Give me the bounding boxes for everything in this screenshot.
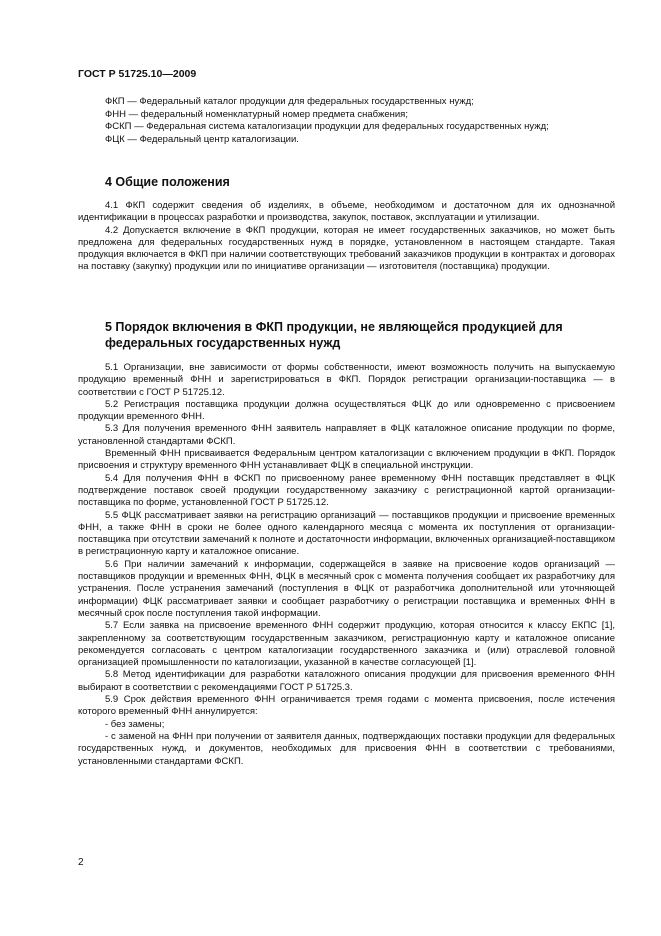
paragraph: 5.1 Организации, вне зависимости от формы собственности, имеют возможность получить на выпускаемую продукцию временный ФНН и зарегистрироваться в ФКП. Порядок регистрации организации-поставщика — в соответствии с ГОСТ Р 51725.12. xyxy=(78,362,615,398)
section-4-body xyxy=(78,200,615,274)
abbreviation-item: ФСКП — Федеральная система каталогизации продукции для федеральных государственных нужд; xyxy=(105,121,549,132)
section-4-title: 4 Общие положения xyxy=(105,175,230,189)
paragraph: Временный ФНН присваивается Федеральным центром каталогизации с включением продукции в ФКП. Порядок присвоения и структуру временного ФНН устанавливает ФЦК в специальной инструкции. xyxy=(78,448,615,472)
abbreviation-item: ФКП — Федеральный каталог продукции для федеральных государственных нужд; xyxy=(105,96,474,107)
paragraph: 5.6 При наличии замечаний к информации, содержащейся в заявке на присвоение кодов организаций — поставщиков продукции и временных ФНН, ФЦК в месячный срок с момента получения сообщает их разработчику для устранения. После устранения замечаний (поступления в ФЦК от разработчика дополнительной или уточняющей информации) ФЦК рассматривает заявки и сообщает разработчику о регистрации поставщика и временных ФНН в месячный срок после поступления такой информации. xyxy=(78,558,615,619)
list-item: - с заменой на ФНН при получении от заявителя данных, подтверждающих поставки продукции для федеральных государственных нужд, и документов, необходимых для присвоения ФНН в соответствии с требованиями, установленными стандартами ФСКП. xyxy=(78,730,615,767)
paragraph: 5.8 Метод идентификации для разработки каталожного описания продукции для присвоения временного ФНН выбирают в соответствии с рекомендациями ГОСТ Р 51725.3. xyxy=(78,669,615,693)
paragraph: 4.1 ФКП содержит сведения об изделиях, в объеме, необходимом и достаточном для их однозначной идентификации в процессах разработки и производства, закупок, поставок, эксплуатации и утилизации. xyxy=(78,200,615,224)
standard-header: ГОСТ Р 51725.10—2009 xyxy=(78,68,197,80)
section-5-title: 5 Порядок включения в ФКП продукции, не являющейся продукцией для федеральных государственных нужд xyxy=(105,320,563,350)
paragraph: 5.3 Для получения временного ФНН заявитель направляет в ФЦК каталожное описание продукции по форме, установленной стандартами ФСКП. xyxy=(78,423,615,447)
paragraph: 5.5 ФЦК рассматривает заявки на регистрацию организаций — поставщиков продукции и присвоение временных ФНН, а также ФНН в сроки не более одного календарного месяца с момента их поступления от организации-поставщика при отсутствии замечаний к полноте и достаточности информации, включенных организацией-поставщиком в регистрационную карту и каталожное описание. xyxy=(78,509,615,558)
page-number: 2 xyxy=(78,857,84,868)
abbreviation-item: ФНН — федеральный номенклатурный номер предмета снабжения; xyxy=(105,108,408,120)
section-5-body xyxy=(78,362,615,768)
paragraph: 5.7 Если заявка на присвоение временного ФНН содержит продукцию, которая относится к классу ЕКПС [1], закрепленному за соответствующим государственным заказчиком, регистрационную карту и каталожное описание рекомендуется согласовать с центром каталогизации государственного заказчика и (или) отраслевой головной организацией промышленности по каталогизации, указанной в качестве согласующей [1]. xyxy=(78,620,615,669)
paragraph: 5.9 Срок действия временного ФНН ограничивается тремя годами с момента присвоения, после истечения которого временный ФНН аннулируется: xyxy=(78,694,615,718)
abbreviation-list xyxy=(78,96,615,146)
paragraph: 5.2 Регистрация поставщика продукции должна осуществляться ФЦК до или одновременно с присвоением продукции временного ФНН. xyxy=(78,398,615,423)
list-item: - без замены; xyxy=(105,718,165,730)
abbreviation-item: ФЦК — Федеральный центр каталогизации. xyxy=(105,133,299,145)
paragraph: 5.4 Для получения ФНН в ФСКП по присвоенному ранее временному ФНН поставщик представляет в ФЦК подтверждение поставок своей продукции государственному заказчику с регистрационной картой организации-поставщика по форме, установленной ГОСТ Р 51725.12. xyxy=(78,472,615,509)
paragraph: 4.2 Допускается включение в ФКП продукции, которая не имеет государственных заказчиков, но может быть предложена для федеральных государственных нужд в порядке, установленном в настоящем стандарте. Такая продукция включается в ФКП при наличии соответствующих требований заказчиков продукции в контрактах и договорах на поставку (закупку) продукции или по инициативе организации — изготовителя (поставщика) продукции. xyxy=(78,224,615,273)
